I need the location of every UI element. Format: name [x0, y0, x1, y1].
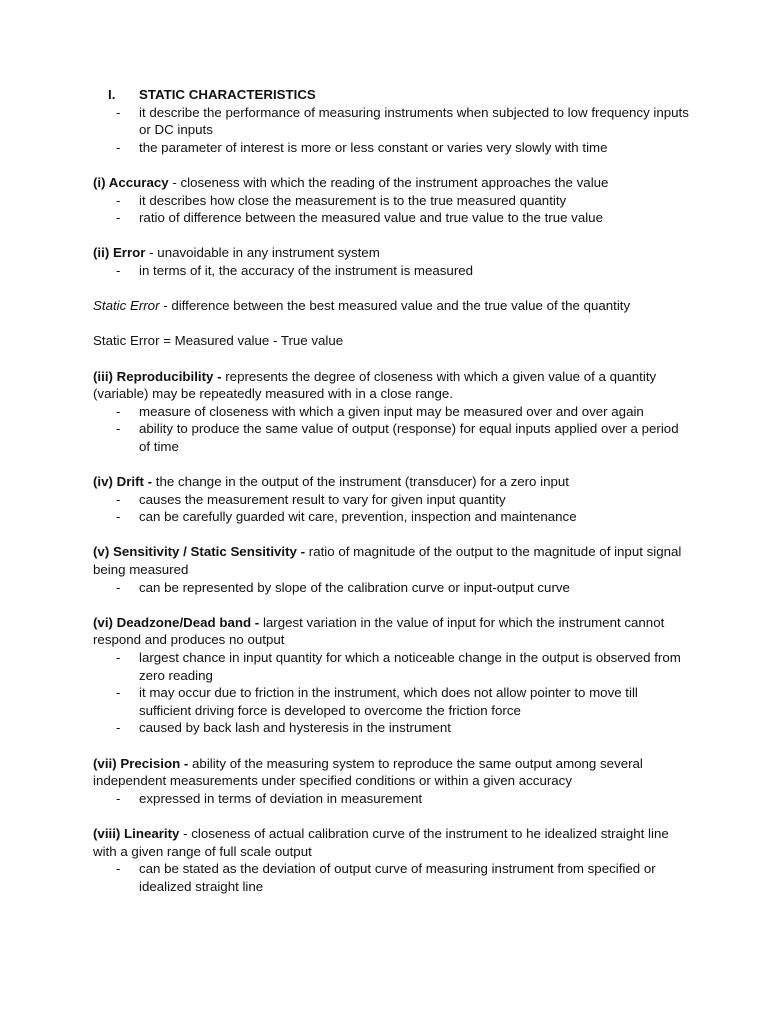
bullet-dash: - [116, 421, 121, 437]
bullet-dash: - [116, 262, 121, 278]
bullet-item: - it describes how close the measurement is to the true measured quantity [116, 192, 567, 208]
section-number: I. [108, 87, 116, 102]
item-definition: Static Error - difference between the best measured value and the true value of the quantity [93, 298, 631, 314]
item-drift [93, 473, 693, 526]
bullet-dash: - [116, 210, 121, 226]
bullet-dash: - [116, 509, 121, 525]
item-bullet-list [93, 649, 693, 737]
item-reproducibility [93, 368, 693, 456]
bullet-item: - ratio of difference between the measured value and true value to the true value [116, 210, 603, 226]
item-definition: (viii) Linearity - closeness of actual calibration curve of the instrument to he idealized straight line with a given range of full scale output [93, 825, 669, 859]
bullet-item: - caused by back lash and hysteresis in the instrument [116, 720, 451, 736]
bullet-dash: - [116, 192, 121, 208]
item-bullet-list [93, 403, 693, 456]
item-definition: (vi) Deadzone/Dead band - largest variation in the value of input for which the instrument cannot respond and produces no output [93, 614, 665, 648]
bullet-dash: - [116, 403, 121, 419]
bullet-dash: - [116, 579, 121, 595]
section-bullet-list [93, 104, 693, 157]
item-term: (iii) Reproducibility - [93, 368, 222, 384]
item-term: (vii) Precision - [93, 755, 189, 771]
item-bullet-list [93, 192, 693, 227]
bullet-dash: - [116, 491, 121, 507]
item-definition: (v) Sensitivity / Static Sensitivity - ratio of magnitude of the output to the magnitude of input signal being measured [93, 544, 682, 578]
item-accuracy [93, 174, 693, 227]
bullet-item: - largest chance in input quantity for which a noticeable change in the output is observed from zero reading [116, 650, 681, 683]
item-term: (iv) Drift - [93, 474, 153, 490]
bullet-dash: - [116, 685, 121, 701]
bullet-item: - expressed in terms of deviation in measurement [116, 790, 423, 806]
item-bullet-list [93, 790, 693, 808]
bullet-item: - can be represented by slope of the calibration curve or input-output curve [116, 579, 570, 595]
item-deadzone [93, 614, 693, 737]
section-title: STATIC CHARACTERISTICS [139, 87, 316, 102]
item-bullet-list [93, 262, 693, 280]
item-error [93, 244, 693, 279]
bullet-dash: - [116, 650, 121, 665]
item-definition: (iii) Reproducibility - represents the degree of closeness with which a given value of a quantity (variable) may be repeatedly measured with in a close range. [93, 368, 657, 402]
item-linearity [93, 825, 693, 895]
bullet-item: - it may occur due to friction in the instrument, which does not allow pointer to move till sufficient driving force is developed to overcome the friction force [116, 685, 638, 718]
item-definition: (ii) Error - unavoidable in any instrument system [93, 245, 380, 261]
bullet-dash: - [116, 790, 121, 806]
bullet-dash: - [116, 139, 121, 155]
section-static-characteristics [93, 86, 693, 156]
bullet-item: - it describe the performance of measuring instruments when subjected to low frequency inputs or DC inputs [116, 104, 689, 138]
item-bullet-list [93, 491, 693, 526]
item-bullet-list [93, 860, 693, 895]
item-term: (vi) Deadzone/Dead band - [93, 614, 260, 630]
item-term: (v) Sensitivity / Static Sensitivity - [93, 544, 306, 560]
item-bullet-list [93, 579, 693, 597]
item-precision [93, 755, 693, 808]
item-static-error [93, 297, 693, 315]
bullet-dash: - [116, 861, 121, 877]
item-term: (viii) Linearity [93, 825, 180, 841]
bullet-item: - causes the measurement result to vary for given input quantity [116, 491, 506, 507]
bullet-item: - measure of closeness with which a given input may be measured over and over again [116, 403, 644, 419]
bullet-dash: - [116, 720, 121, 736]
item-definition: (vii) Precision - ability of the measuring system to reproduce the same output among several independent measurements under specified conditions or within a given accuracy [93, 755, 643, 789]
bullet-item: - can be carefully guarded wit care, prevention, inspection and maintenance [116, 509, 577, 525]
bullet-item: - the parameter of interest is more or less constant or varies very slowly with time [116, 139, 608, 155]
static-error-formula: Static Error = Measured value - True value [93, 333, 344, 349]
item-term: (i) Accuracy [93, 174, 169, 190]
section-heading [93, 86, 693, 104]
bullet-item: - in terms of it, the accuracy of the instrument is measured [116, 262, 474, 278]
bullet-dash: - [116, 104, 121, 120]
item-term: (ii) Error [93, 245, 146, 261]
document-page [93, 86, 693, 895]
bullet-item: - ability to produce the same value of output (response) for equal inputs applied over a period of time [116, 421, 679, 454]
bullet-item: - can be stated as the deviation of output curve of measuring instrument from specified or idealized straight line [116, 861, 656, 894]
item-sensitivity [93, 543, 693, 596]
item-definition: (iv) Drift - the change in the output of the instrument (transducer) for a zero input [93, 474, 569, 490]
item-definition: (i) Accuracy - closeness with which the reading of the instrument approaches the value [93, 174, 609, 190]
item-term: Static Error [93, 298, 160, 314]
